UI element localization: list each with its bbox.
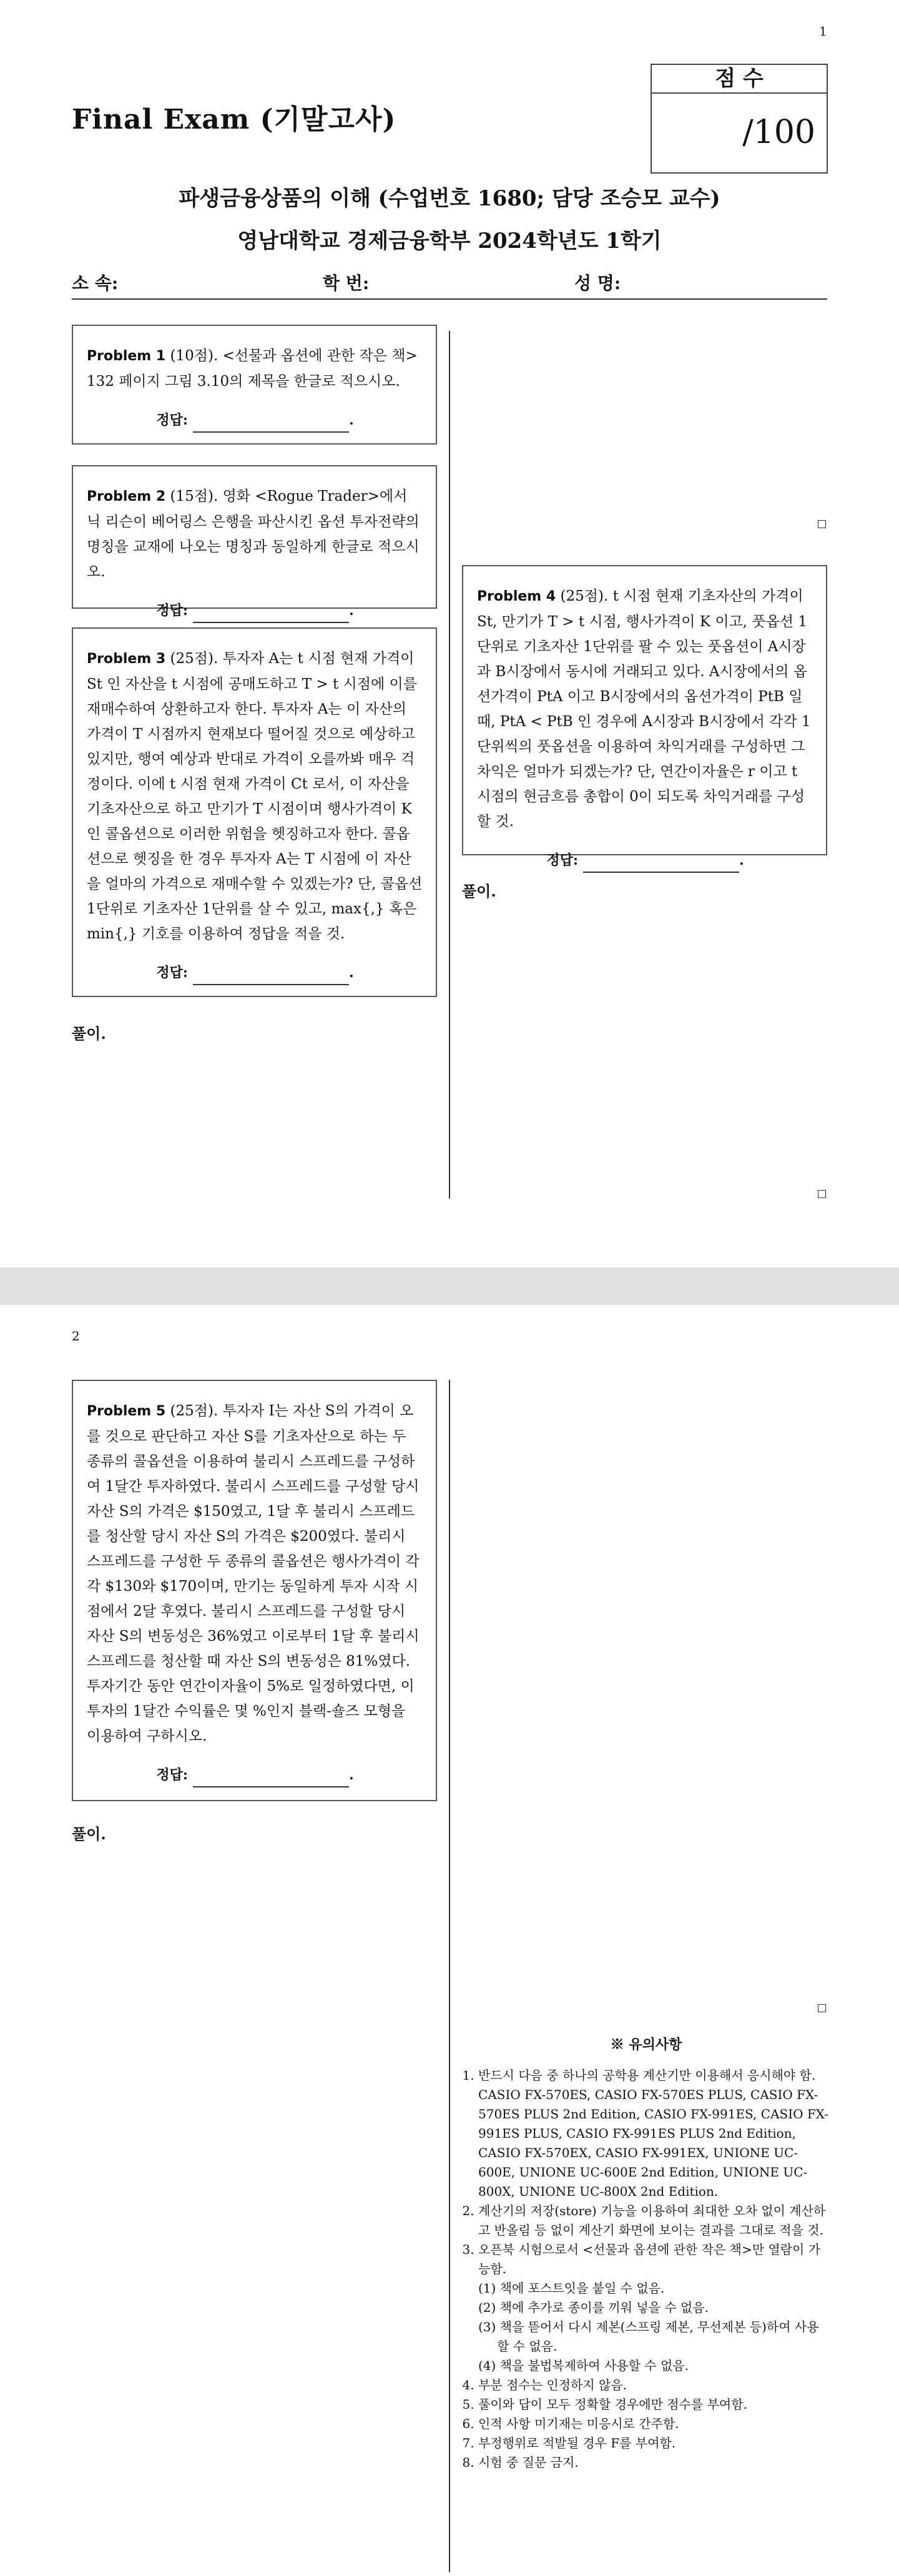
student-info-row [72, 270, 827, 300]
exam-page-1 [0, 0, 899, 1267]
note-subitem: (3) 책을 뜯어서 다시 제본(스프링 제본, 무선제본 등)하여 사용할 수 없음. [478, 2319, 819, 2354]
end-of-column-mark [818, 2004, 826, 2012]
problem-5-points: (25점). [170, 1403, 219, 1419]
exam-title: Final Exam (기말고사) [72, 104, 396, 135]
student-id-label: 학 번: [323, 273, 370, 293]
end-of-page-mark [818, 1190, 826, 1198]
problem-1-title: Problem 1 [87, 348, 166, 364]
page-number: 1 [819, 24, 827, 39]
note-item: 8. 시험 중 질문 금지. [478, 2453, 830, 2472]
answer-line [193, 608, 349, 623]
problem-2-title: Problem 2 [87, 489, 166, 504]
name-label: 성 명: [574, 273, 621, 293]
problem-3-answer: 정답: . [87, 960, 423, 985]
answer-line [193, 970, 349, 985]
answer-line [583, 858, 739, 873]
problem-4-title: Problem 4 [477, 589, 556, 604]
problem-1-points: (10점). [170, 348, 219, 364]
problem-4-statement [477, 584, 813, 834]
page-number: 2 [72, 1329, 80, 1344]
note-subitem: (1) 책에 포스트잇을 붙일 수 없음. [478, 2281, 665, 2296]
problem-3-box [72, 627, 437, 997]
answer-line [193, 1772, 349, 1787]
problem-5-text: 투자자 I는 자산 S의 가격이 오를 것으로 판단하고 자산 S를 기초자산으로 하는 두 종류의 콜옵션을 이용하여 불리시 스프레드를 구성하여 1달간 투자하였다. 불리시 스프레드를 구성할 당시 자산 S의 가격은 $150였고, 1달 후 불리시 스프레드를 청산할 당시 자산 S의 가격은 $200였다. 불리시 스프레드를 구성한 두 종류의 콜옵션은 행사가격이 각각 $130와 $170이며, 만기는 동일하게 투자 시작 시점에서 2달 후였다. 불리시 스프레드를 구성할 당시 자산 S의 변동성은 36%였고 이로부터 1달 후 불리시 스프레드를 청산할 때 자산 S의 변동성은 81%였다. 투자기간 동안 연간이자율이 5%로 일정하였다면, 이 투자의 1달간 수익률은 몇 %인지 블랙-숄즈 모형을 이용하여 구하시오. [87, 1403, 420, 1744]
problem-2-answer: 정답: . [87, 598, 423, 623]
problem-3-statement [87, 646, 423, 946]
problem-3-text: 투자자 A는 t 시점 현재 가격이 St 인 자산을 t 시점에 공매도하고 T > t 시점에 이를 재매수하여 상환하고자 한다. 투자자 A는 이 자산의 가격이 T 시점까지 현재보다 떨어질 것으로 예상하고 있지만, 행여 예상과 반대로 가격이 오를까봐 매우 걱정이다. 이에 t 시점 현재 가격이 Ct 로서, 이 자산을 기초자산으로 하고 만기가 T 시점이며 행사가격이 K 인 콜옵션으로 이러한 위험을 헷징하고자 한다. 콜옵션으로 헷징을 한 경우 투자자 A는 T 시점에 이 자산을 얼마의 가격으로 재매수할 수 있겠는가? 단, 콜옵션 1단위로 기초자산 1단위를 살 수 있고, max{,} 혹은 min{,} 기호를 이용하여 정답을 적을 것. [87, 651, 423, 942]
problem-4-answer: 정답: . [477, 848, 813, 873]
problem-4-text: t 시점 현재 기초자산의 가격이 St, 만기가 T > t 시점, 행사가격이 K 이고, 풋옵션 1단위로 기초자산 1단위를 팔 수 있는 풋옵션이 A시장과 B시장에서 동시에 거래되고 있다. A시장에서의 옵션가격이 PtA 이고 B시장에서의 옵션가격이 PtB 일 때, PtA < PtB 인 경우에 A시장과 B시장에서 각각 1단위씩의 풋옵션을 이용하여 차익거래를 구성하면 그 차익은 얼마가 되겠는가? 단, 연간이자율은 r 이고 t 시점의 현금흐름 총합이 0이 되도록 차익거래를 구성할 것. [477, 588, 811, 830]
score-value: /100 [742, 114, 815, 151]
problem-2-points: (15점). [170, 488, 219, 504]
notes-list [462, 2066, 830, 2472]
problem-4-points: (25점). [560, 588, 609, 604]
note-item: 2. 계산기의 저장(store) 기능을 이용하여 최대한 오차 없이 계산하고 반올림 등 없이 계산기 화면에 보이는 결과를 그대로 적을 것. [478, 2201, 830, 2240]
answer-label: 정답: [156, 412, 188, 428]
problem-5-answer: 정답: . [87, 1762, 423, 1787]
problem-3-title: Problem 3 [87, 651, 166, 667]
note-item: 4. 부분 점수는 인정하지 않음. [478, 2376, 830, 2395]
answer-label: 정답: [156, 602, 188, 619]
solution-label-left: 풀이. [72, 1025, 106, 1043]
note-subitem: (4) 책을 불법복제하여 사용할 수 없음. [478, 2358, 689, 2373]
note-item-text: 오픈북 시험으로서 <선물과 옵션에 관한 작은 책>만 열람이 가능함. [478, 2242, 821, 2276]
problem-5-box [72, 1380, 437, 1801]
problem-1-box [72, 325, 437, 445]
problem-2-box [72, 465, 437, 619]
column-divider [449, 1380, 450, 2572]
end-of-column-mark [818, 520, 826, 528]
answer-label: 정답: [546, 852, 578, 868]
university-line: 영남대학교 경제금융학부 2024학년도 1학기 [237, 229, 662, 253]
solution-label: 풀이. [72, 1825, 106, 1843]
note-item: 6. 인적 사항 미기재는 미응시로 간주함. [478, 2414, 830, 2434]
solution-label-right: 풀이. [462, 882, 496, 900]
problem-5-statement [87, 1399, 423, 1749]
note-item: 7. 부정행위로 적발될 경우 F를 부여함. [478, 2434, 830, 2453]
answer-line [193, 418, 349, 433]
affiliation-label: 소 속: [72, 273, 119, 293]
problem-2-statement [87, 484, 423, 584]
notes-title: ※ 유의사항 [610, 2037, 682, 2053]
column-divider [449, 331, 450, 1199]
note-item: 5. 풀이와 답이 모두 정확할 경우에만 점수를 부여함. [478, 2395, 830, 2414]
problem-2-text: 영화 <Rogue Trader>에서 닉 리슨이 베어링스 은행을 파산시킨 옵션 투자전략의 명칭을 교재에 나오는 명칭과 동일하게 한글로 적으시오. [87, 488, 420, 580]
exam-notes [462, 2035, 830, 2472]
score-label: 점 수 [652, 65, 827, 94]
problem-4-box [462, 565, 827, 868]
answer-label: 정답: [156, 1767, 188, 1783]
problem-1-text: <선물과 옵션에 관한 작은 책> 132 페이지 그림 3.10의 제목을 한글로 적으시오. [87, 348, 418, 390]
problem-3-points: (25점). [170, 651, 219, 667]
note-item: 1. 반드시 다음 중 하나의 공학용 계산기만 이용해서 응시해야 함. CASIO FX-570ES, CASIO FX-570ES PLUS, CASIO FX-570ES PLUS 2nd Edition, CASIO FX-991ES, CASIO FX-991ES PLUS, CASIO FX-991ES PLUS 2nd Edition, CASIO FX-570EX, CASIO FX-991EX, UNIONE UC-600E, UNIONE UC-600E 2nd Edition, UNIONE UC-800X, UNIONE UC-800X 2nd Edition. [478, 2066, 830, 2201]
note-subitem: (2) 책에 추가로 종이를 끼워 넣을 수 없음. [478, 2300, 709, 2315]
problem-1-answer: 정답: . [87, 408, 423, 433]
course-line: 파생금융상품의 이해 (수업번호 1680; 담당 조승모 교수) [179, 186, 720, 211]
problem-1-statement [87, 343, 423, 394]
problem-5-title: Problem 5 [87, 1404, 166, 1419]
note-sublist [478, 2279, 830, 2376]
exam-page-2 [0, 1305, 899, 2576]
answer-label: 정답: [156, 965, 188, 981]
page-separator [0, 1267, 899, 1305]
note-item [478, 2240, 830, 2376]
score-box [651, 64, 828, 174]
